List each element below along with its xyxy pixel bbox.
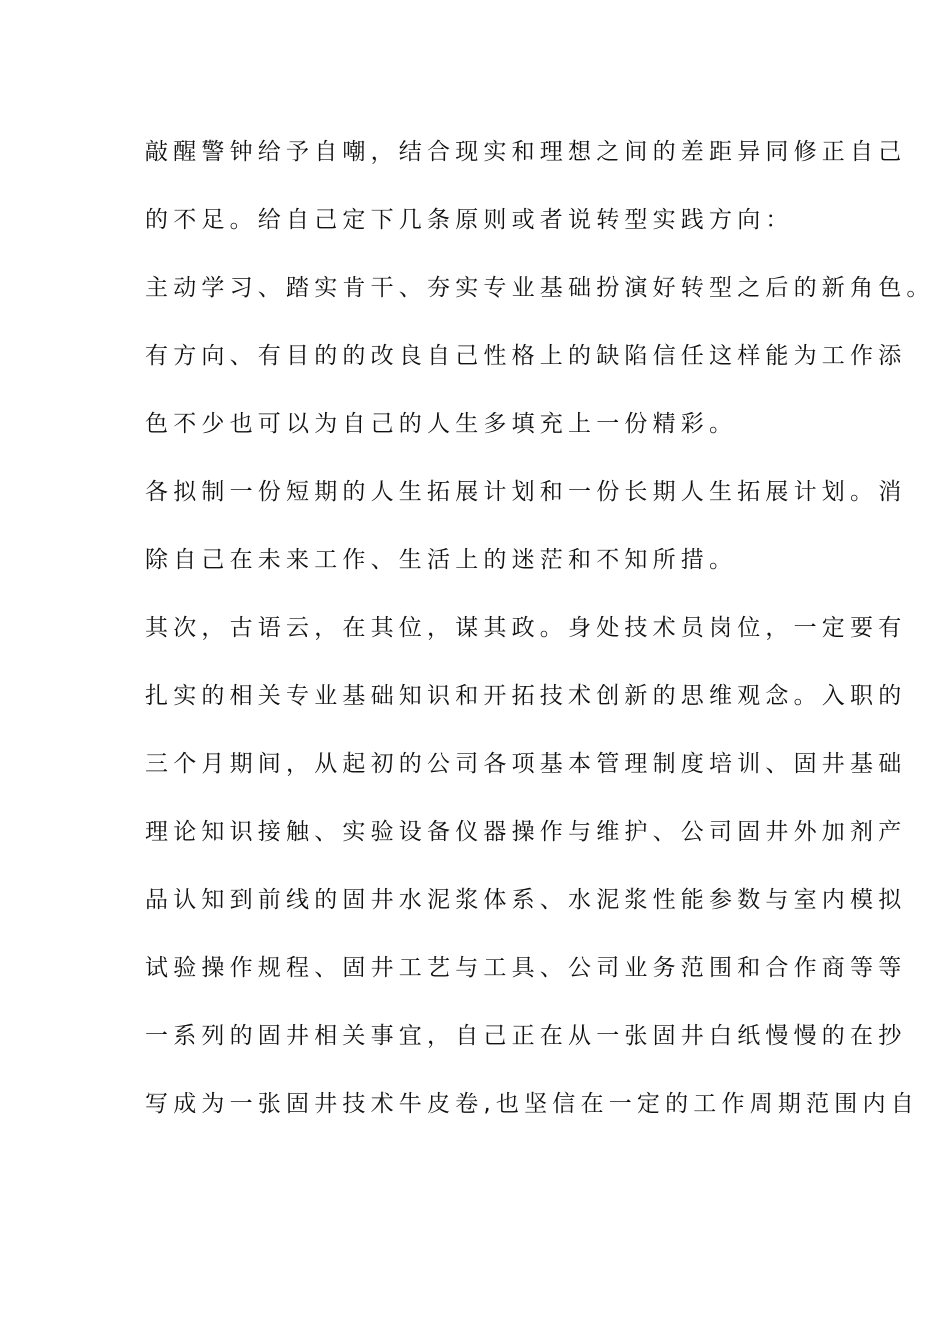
text-line: 试验操作规程、固井工艺与工具、公司业务范围和合作商等等 bbox=[145, 955, 907, 981]
text-line: 的不足。给自己定下几条原则或者说转型实践方向： bbox=[145, 207, 794, 233]
text-line: 色不少也可以为自己的人生多填充上一份精彩。 bbox=[145, 411, 738, 437]
text-line: 主动学习、踏实肯干、夯实专业基础扮演好转型之后的新角色。 bbox=[145, 275, 935, 301]
body-text bbox=[145, 126, 935, 1146]
text-line: 理论知识接触、实验设备仪器操作与维护、公司固井外加剂产 bbox=[145, 819, 907, 845]
text-line: 各拟制一份短期的人生拓展计划和一份长期人生拓展计划。消 bbox=[145, 479, 907, 505]
text-line: 其次，古语云，在其位，谋其政。身处技术员岗位，一定要有 bbox=[145, 615, 907, 641]
text-line: 一系列的固井相关事宜，自己正在从一张固井白纸慢慢的在抄 bbox=[145, 1023, 907, 1049]
text-line: 除自己在未来工作、生活上的迷茫和不知所措。 bbox=[145, 547, 738, 573]
text-line: 写成为一张固井技术牛皮卷,也坚信在一定的工作周期范围内自 bbox=[145, 1091, 919, 1117]
text-line: 敲醒警钟给予自嘲，结合现实和理想之间的差距异同修正自己 bbox=[145, 139, 907, 165]
text-line: 扎实的相关专业基础知识和开拓技术创新的思维观念。入职的 bbox=[145, 683, 907, 709]
text-line: 品认知到前线的固井水泥浆体系、水泥浆性能参数与室内模拟 bbox=[145, 887, 907, 913]
text-line: 有方向、有目的的改良自己性格上的缺陷信任这样能为工作添 bbox=[145, 343, 907, 369]
text-line: 三个月期间，从起初的公司各项基本管理制度培训、固井基础 bbox=[145, 751, 907, 777]
